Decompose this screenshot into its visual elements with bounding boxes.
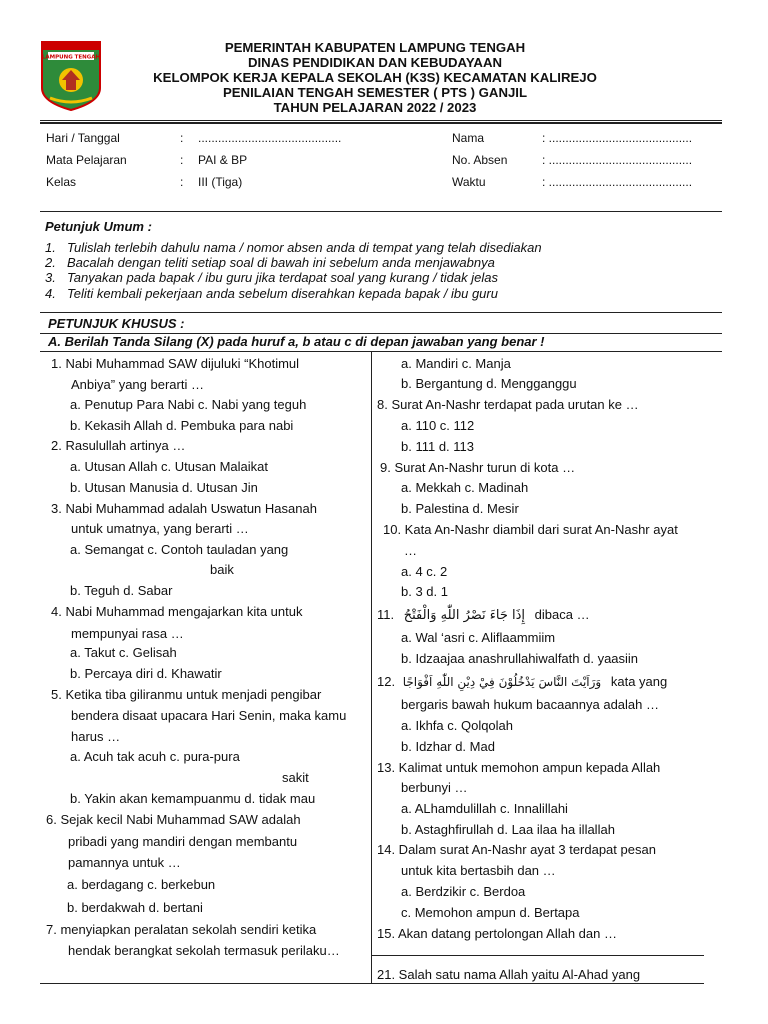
question-line: bergaris bawah hukum bacaannya adalah … xyxy=(401,697,660,712)
item-number: 4. xyxy=(45,286,56,301)
answer-option[interactable]: a. Acuh tak acuh c. pura-pura xyxy=(70,749,240,764)
info-colon: : xyxy=(180,131,184,145)
part-a-instruction: A. Berilah Tanda Silang (X) pada huruf a, b atau c di depan jawaban yang benar ! xyxy=(48,334,545,349)
question-line: Anbiya” yang berarti … xyxy=(71,377,204,392)
answer-option[interactable]: a. 110 c. 112 xyxy=(401,418,475,433)
question-line: 1. Nabi Muhammad SAW dijuluki “Khotimul xyxy=(51,356,300,371)
answer-option[interactable]: a. Wal ‘asri c. Aliflaammiim xyxy=(401,630,556,645)
question-line: mempunyai rasa … xyxy=(71,626,184,641)
footer-rule xyxy=(40,983,704,984)
answer-option[interactable]: a. Berdzikir c. Berdoa xyxy=(401,884,526,899)
item-text: Teliti kembali pekerjaan anda sebelum diserahkan kepada bapak / ibu guru xyxy=(67,286,498,301)
answer-option[interactable]: b. 111 d. 113 xyxy=(401,439,475,454)
answer-option[interactable]: b. Utusan Manusia d. Utusan Jin xyxy=(70,480,258,495)
answer-option[interactable]: a. Semangat c. Contoh tauladan yang xyxy=(70,542,289,557)
question-line: 7. menyiapkan peralatan sekolah sendiri ketika xyxy=(46,922,317,937)
question-line: 3. Nabi Muhammad adalah Uswatun Hasanah xyxy=(51,501,317,516)
answer-option[interactable]: a. Utusan Allah c. Utusan Malaikat xyxy=(70,459,268,474)
info-value-subject: PAI & BP xyxy=(198,153,248,167)
item-text: Tanyakan pada bapak / ibu guru jika terdapat soal yang kurang / tidak jelas xyxy=(67,270,498,285)
item-number: 2. xyxy=(45,255,56,270)
general-instruction-item xyxy=(45,286,498,301)
question-line: untuk umatnya, yang berarti … xyxy=(71,521,249,536)
info-rule xyxy=(40,211,722,212)
column-divider xyxy=(371,352,372,984)
answer-option[interactable]: a. Mandiri c. Manja xyxy=(401,356,511,371)
question-line: 21. Salah satu nama Allah yaitu Al-Ahad yang xyxy=(377,967,641,982)
item-number: 1. xyxy=(45,240,56,255)
right-column-rule xyxy=(372,955,704,956)
question-line: 9. Surat An-Nashr turun di kota … xyxy=(380,460,576,475)
answer-option[interactable]: b. 3 d. 1 xyxy=(401,584,448,599)
answer-option[interactable]: b. Yakin akan kemampuanmu d. tidak mau xyxy=(70,791,316,806)
info-value-class: III (Tiga) xyxy=(198,175,243,189)
answer-option[interactable]: a. berdagang c. berkebun xyxy=(67,877,216,892)
header-rule-bottom xyxy=(40,122,722,124)
lampung-tengah-logo xyxy=(40,40,102,112)
logo-text: LAMPUNG TENGAH xyxy=(41,54,101,61)
question-line xyxy=(377,674,667,690)
question-number: 11. xyxy=(377,607,395,622)
answer-option[interactable]: b. Bergantung d. Mengganggu xyxy=(401,376,577,391)
question-line xyxy=(377,607,590,623)
header-line-3: KELOMPOK KERJA KEPALA SEKOLAH (K3S) KECAMATAN KALIREJO xyxy=(153,70,597,85)
info-value-name[interactable]: : ........................................... xyxy=(542,131,693,145)
answer-option[interactable]: b. Palestina d. Mesir xyxy=(401,501,519,516)
info-label-class: Kelas xyxy=(46,175,77,189)
general-instruction-item xyxy=(45,270,498,285)
answer-option-continued: baik xyxy=(210,562,234,577)
info-label-subject: Mata Pelajaran xyxy=(46,153,127,167)
question-line: 10. Kata An-Nashr diambil dari surat An-Nashr ayat xyxy=(383,522,678,537)
answer-option-continued: sakit xyxy=(282,770,309,785)
general-instruction-item xyxy=(45,255,495,270)
question-line: pamannya untuk … xyxy=(68,855,181,870)
info-colon: : xyxy=(180,153,184,167)
answer-option[interactable]: a. ALhamdulillah c. Innalillahi xyxy=(401,801,568,816)
question-line: bendera disaat upacara Hari Senin, maka kamu xyxy=(71,708,347,723)
question-line: … xyxy=(404,543,417,558)
answer-option[interactable]: c. Memohon ampun d. Bertapa xyxy=(401,905,580,920)
general-instructions-title: Petunjuk Umum : xyxy=(45,219,152,234)
answer-option[interactable]: a. Mekkah c. Madinah xyxy=(401,480,529,495)
header-line-1: PEMERINTAH KABUPATEN LAMPUNG TENGAH xyxy=(224,40,526,55)
info-label-absen: No. Absen xyxy=(452,153,508,167)
question-line: harus … xyxy=(71,729,121,744)
question-line: 6. Sejak kecil Nabi Muhammad SAW adalah xyxy=(46,812,301,827)
question-line: pribadi yang mandiri dengan membantu xyxy=(68,834,298,849)
answer-option[interactable]: a. Ikhfa c. Qolqolah xyxy=(401,718,514,733)
info-colon: : xyxy=(180,175,184,189)
header-line-5: TAHUN PELAJARAN 2022 / 2023 xyxy=(273,100,477,115)
answer-option[interactable]: b. Astaghfirullah d. Laa ilaa ha illallah xyxy=(401,822,615,837)
answer-option[interactable]: b. Idzaajaa anashrullahiwalfath d. yaasiin xyxy=(401,651,639,666)
answer-option[interactable]: a. Takut c. Gelisah xyxy=(70,645,177,660)
answer-option[interactable]: b. Kekasih Allah d. Pembuka para nabi xyxy=(70,418,294,433)
answer-option[interactable]: a. Penutup Para Nabi c. Nabi yang teguh xyxy=(70,397,307,412)
question-line: hendak berangkat sekolah termasuk perilaku… xyxy=(68,943,340,958)
question-line: 4. Nabi Muhammad mengajarkan kita untuk xyxy=(51,604,303,619)
answer-option[interactable]: b. Idzhar d. Mad xyxy=(401,739,495,754)
question-line: 13. Kalimat untuk memohon ampun kepada Allah xyxy=(377,760,661,775)
answer-option[interactable]: b. berdakwah d. bertani xyxy=(67,900,203,915)
question-line: 2. Rasulullah artinya … xyxy=(51,438,186,453)
answer-option[interactable]: b. Teguh d. Sabar xyxy=(70,583,173,598)
question-line: 15. Akan datang pertolongan Allah dan … xyxy=(377,926,617,941)
item-number: 3. xyxy=(45,270,56,285)
general-instruction-item xyxy=(45,240,542,255)
header-line-2: DINAS PENDIDIKAN DAN KEBUDAYAAN xyxy=(247,55,502,70)
header-line-4: PENILAIAN TENGAH SEMESTER ( PTS ) GANJIL xyxy=(222,85,528,100)
question-line: untuk kita bertasbih dan … xyxy=(401,863,556,878)
header-rule-top xyxy=(40,120,722,121)
section-rule xyxy=(40,351,722,352)
question-text: dibaca … xyxy=(534,607,590,622)
special-instructions-title: PETUNJUK KHUSUS : xyxy=(48,316,185,331)
question-text: kata yang xyxy=(610,674,668,689)
arabic-verse: وَرَاَيْتَ النَّاسَ يَدْخُلُوْنَ فِيْ دِيْنِ اللّٰهِ اَفْوَاجًا xyxy=(402,675,602,689)
question-line: berbunyi … xyxy=(401,780,468,795)
arabic-verse: إِذَا جَاءَ نَصْرُ اللّٰهِ وَالْفَتْحُ xyxy=(403,608,526,623)
answer-option[interactable]: a. 4 c. 2 xyxy=(401,564,448,579)
info-label-name: Nama xyxy=(452,131,485,145)
info-label-date: Hari / Tanggal xyxy=(46,131,120,145)
info-value-absen[interactable]: : ........................................... xyxy=(542,153,693,167)
info-label-time: Waktu xyxy=(452,175,486,189)
item-text: Bacalah dengan teliti setiap soal di bawah ini sebelum anda menjawabnya xyxy=(67,255,495,270)
item-text: Tulislah terlebih dahulu nama / nomor absen anda di tempat yang telah disediakan xyxy=(67,240,542,255)
school-header xyxy=(110,40,640,115)
question-line: 5. Ketika tiba giliranmu untuk menjadi pengibar xyxy=(51,687,322,702)
question-line: 8. Surat An-Nashr terdapat pada urutan ke … xyxy=(377,397,639,412)
section-rule xyxy=(40,312,722,313)
question-number: 12. xyxy=(377,674,396,689)
answer-option[interactable]: b. Percaya diri d. Khawatir xyxy=(70,666,222,681)
info-value-date[interactable]: ........................................... xyxy=(198,131,342,145)
question-line: 14. Dalam surat An-Nashr ayat 3 terdapat pesan xyxy=(377,842,656,857)
info-value-time[interactable]: : ........................................... xyxy=(542,175,693,189)
